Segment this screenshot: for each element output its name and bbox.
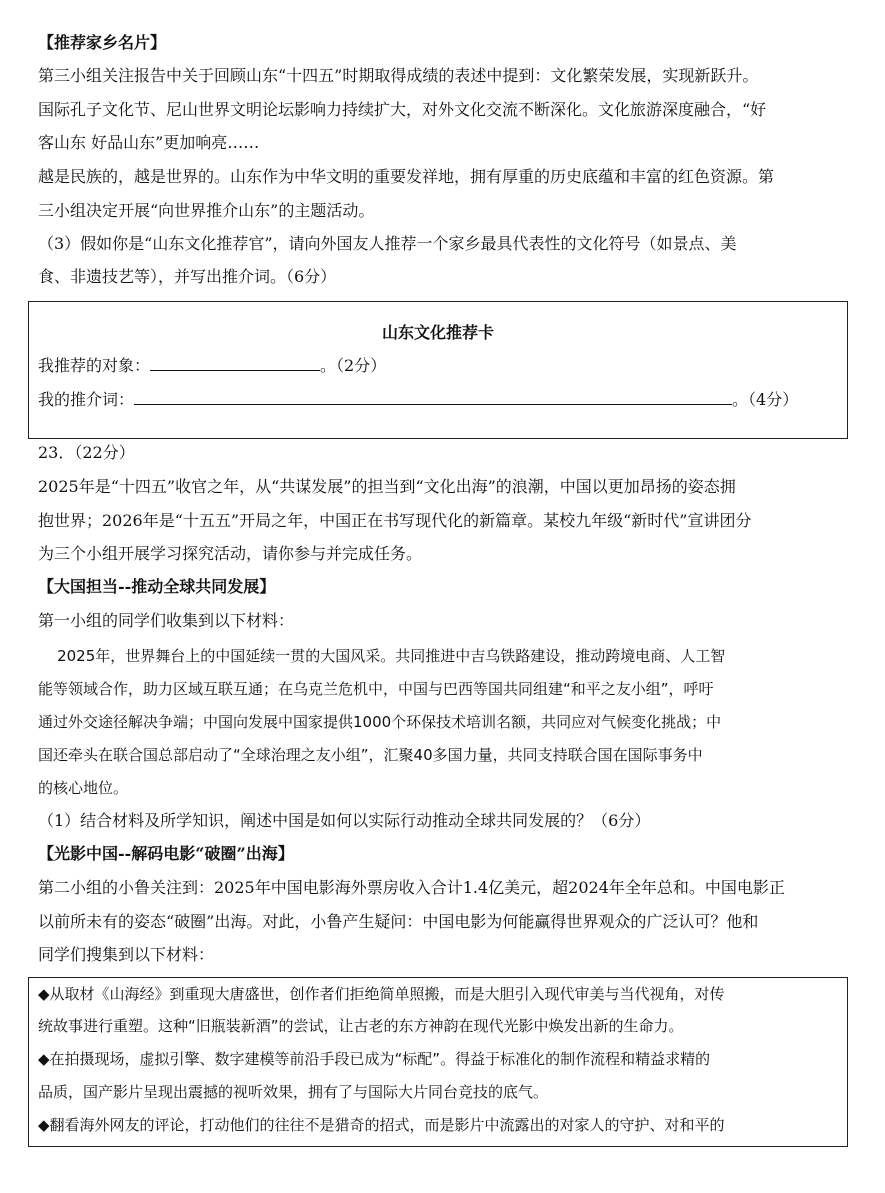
paragraph-line: 为三个小组开展学习探究活动，请你参与并完成任务。 — [38, 544, 423, 563]
film-material-box — [28, 977, 848, 1147]
material-line: 的核心地位。 — [38, 779, 129, 797]
paragraph-line: 国际孔子文化节、尼山世界文明论坛影响力持续扩大，对外文化交流不断深化。文化旅游深度融合，“好 — [38, 100, 767, 119]
question-23-number: 23．（22分） — [38, 443, 135, 462]
paragraph-line: 越是民族的，越是世界的。山东作为中华文明的重要发祥地，拥有厚重的历史底蕴和丰富的红色资源。第 — [38, 167, 775, 186]
section-heading-power: 【大国担当--推动全球共同发展】 — [38, 577, 276, 596]
words-score: 。（4分） — [732, 390, 799, 409]
words-answer-blank[interactable] — [134, 388, 732, 405]
section-heading-film: 【光影中国--解码电影“破圈”出海】 — [38, 844, 294, 863]
material-line: ◆翻看海外网友的评论，打动他们的往往不是猎奇的招式，而是影片中流露出的对家人的守护、对和平的 — [38, 1116, 725, 1134]
words-label: 我的推介词： — [38, 390, 135, 409]
card-title: 山东文化推荐卡 — [381, 323, 494, 342]
card-words-row — [38, 388, 798, 411]
paragraph-line: 2025年是“十四五”收官之年，从“共谋发展”的担当到“文化出海”的浪潮，中国以更加昂扬的姿态拥 — [38, 477, 736, 496]
section-heading-hometown: 【推荐家乡名片】 — [38, 33, 167, 52]
material-line: ◆从取材《山海经》到重现大唐盛世，创作者们拒绝简单照搬，而是大胆引入现代审美与当代视角，对传 — [38, 985, 725, 1003]
question-3-text: （3）假如你是“山东文化推荐官”，请向外国友人推荐一个家乡最具代表性的文化符号（如景点、美 — [38, 234, 737, 253]
paragraph-line: 第二小组的小鲁关注到：2025年中国电影海外票房收入合计1.4亿美元，超2024年全年总和。中国电影正 — [38, 878, 785, 897]
material-line: 品质，国产影片呈现出震撼的视听效果，拥有了与国际大片同台竞技的底气。 — [38, 1083, 549, 1101]
object-score: 。（2分） — [320, 356, 387, 375]
paragraph-line: 客山东 好品山东”更加响亮…… — [38, 133, 260, 152]
question-1-text: （1）结合材料及所学知识，阐述中国是如何以实际行动推动全球共同发展的？（6分） — [38, 811, 651, 830]
material-line: ◆在拍摄现场，虚拟引擎、数字建模等前沿手段已成为“标配”。得益于标准化的制作流程和精益求精的 — [38, 1050, 711, 1068]
object-answer-blank[interactable] — [150, 354, 320, 371]
paragraph-line: 抱世界；2026年是“十五五”开局之年，中国正在书写现代化的新篇章。某校九年级“新时代”宣讲团分 — [38, 511, 752, 530]
recommendation-card — [28, 301, 848, 439]
card-object-row — [38, 354, 386, 377]
material-line: 能等领域合作，助力区域互联互通；在乌克兰危机中，中国与巴西等国共同组建“和平之友小组”，呼吁 — [38, 680, 714, 698]
paragraph-line: 第一小组的同学们收集到以下材料： — [38, 611, 295, 630]
material-line: 通过外交途径解决争端；中国向发展中国家提供1000个环保技术培训名额，共同应对气候变化挑战；中 — [38, 713, 722, 731]
question-3-text: 食、非遗技艺等），并写出推介词。（6分） — [38, 267, 337, 286]
object-label: 我推荐的对象： — [38, 356, 151, 375]
material-line: 国还牵头在联合国总部启动了“全球治理之友小组”，汇聚40多国力量，共同支持联合国在国际事务中 — [38, 746, 703, 764]
material-line: 2025年，世界舞台上的中国延续一贯的大国风采。共同推进中吉乌铁路建设，推动跨境电商、人工智 — [38, 647, 726, 665]
paragraph-line: 同学们搜集到以下材料： — [38, 945, 215, 964]
paragraph-line: 三小组决定开展“向世界推介山东”的主题活动。 — [38, 201, 375, 220]
material-line: 统故事进行重塑。这种“旧瓶装新酒”的尝试，让古老的东方神韵在现代光影中焕发出新的生命力。 — [38, 1017, 684, 1035]
paragraph-line: 以前所未有的姿态“破圈”出海。对此，小鲁产生疑问：中国电影为何能赢得世界观众的广泛认可？他和 — [38, 912, 759, 931]
paragraph-line: 第三小组关注报告中关于回顾山东“十四五”时期取得成绩的表述中提到：文化繁荣发展，实现新跃升。 — [38, 66, 759, 85]
